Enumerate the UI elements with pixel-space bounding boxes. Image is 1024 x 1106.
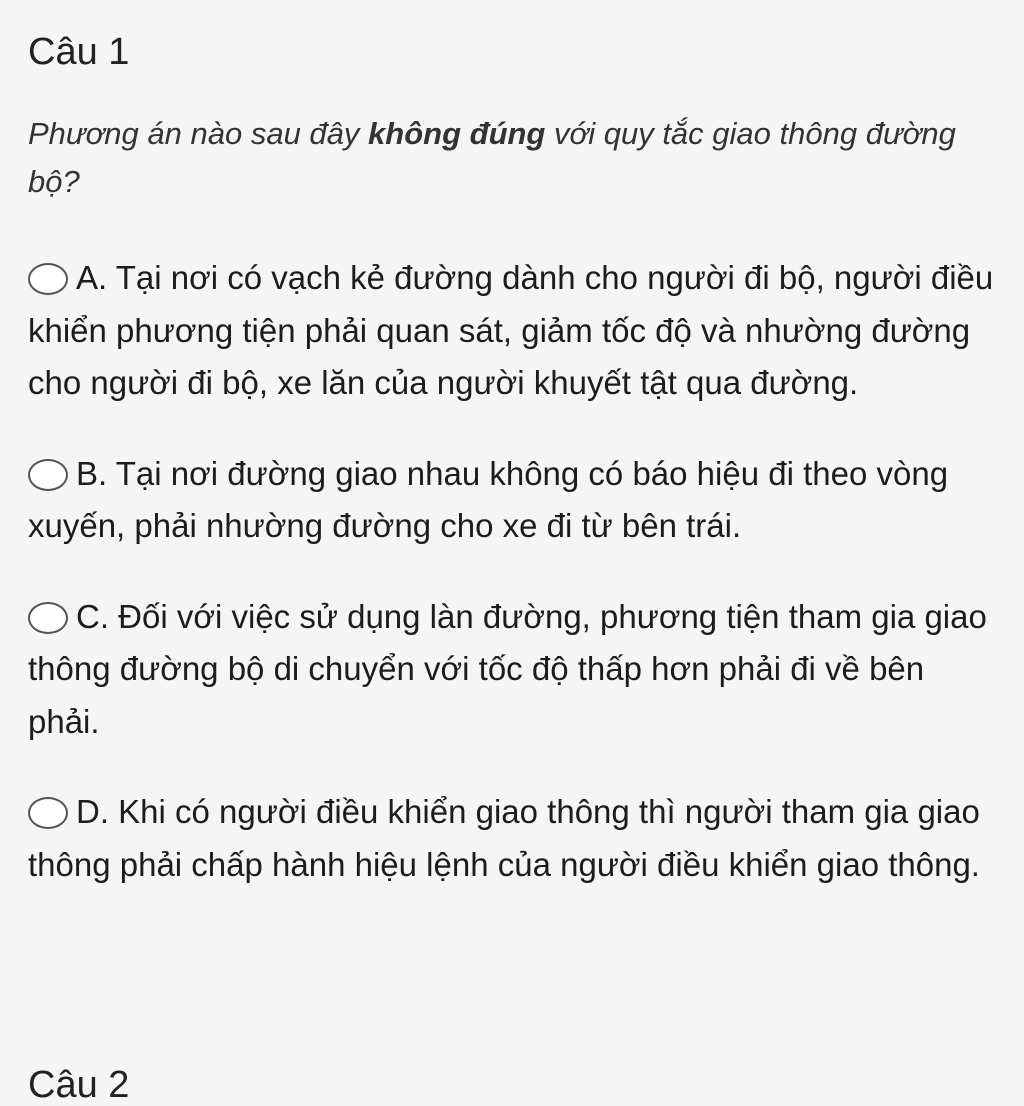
prompt-text-after: với quy tắc giao thông đường bộ? [28, 116, 956, 199]
radio-button-d[interactable] [28, 797, 68, 829]
radio-button-a[interactable] [28, 263, 68, 295]
next-question-title: Câu 2 [28, 1064, 130, 1106]
option-c-text: C. Đối với việc sử dụng làn đường, phương tiện tham gia giao thông đường bộ di chuyển với tốc độ thấp hơn phải đi về bên phải. [28, 597, 987, 740]
option-a[interactable] [28, 252, 998, 410]
option-b-text: B. Tại nơi đường giao nhau không có báo hiệu đi theo vòng xuyến, phải nhường đường cho xe đi từ bên trái. [28, 454, 949, 544]
question-prompt [28, 110, 988, 206]
question-title: Câu 1 [28, 31, 130, 73]
prompt-text-before: Phương án nào sau đây [28, 116, 369, 151]
option-c[interactable] [28, 591, 998, 749]
option-b[interactable] [28, 448, 998, 553]
prompt-emphasis: không đúng [368, 116, 546, 151]
radio-button-c[interactable] [28, 602, 68, 634]
option-a-text: A. Tại nơi có vạch kẻ đường dành cho người đi bộ, người điều khiển phương tiện phải quan sát, giảm tốc độ và nhường đường cho người đi bộ, xe lăn của người khuyết tật qua đường. [28, 259, 994, 401]
radio-button-b[interactable] [28, 459, 68, 491]
option-d-text: D. Khi có người điều khiển giao thông thì người tham gia giao thông phải chấp hành hiệu lệnh của người điều khiển giao thông. [28, 793, 980, 883]
option-d[interactable] [28, 786, 998, 891]
answer-options [28, 252, 998, 929]
